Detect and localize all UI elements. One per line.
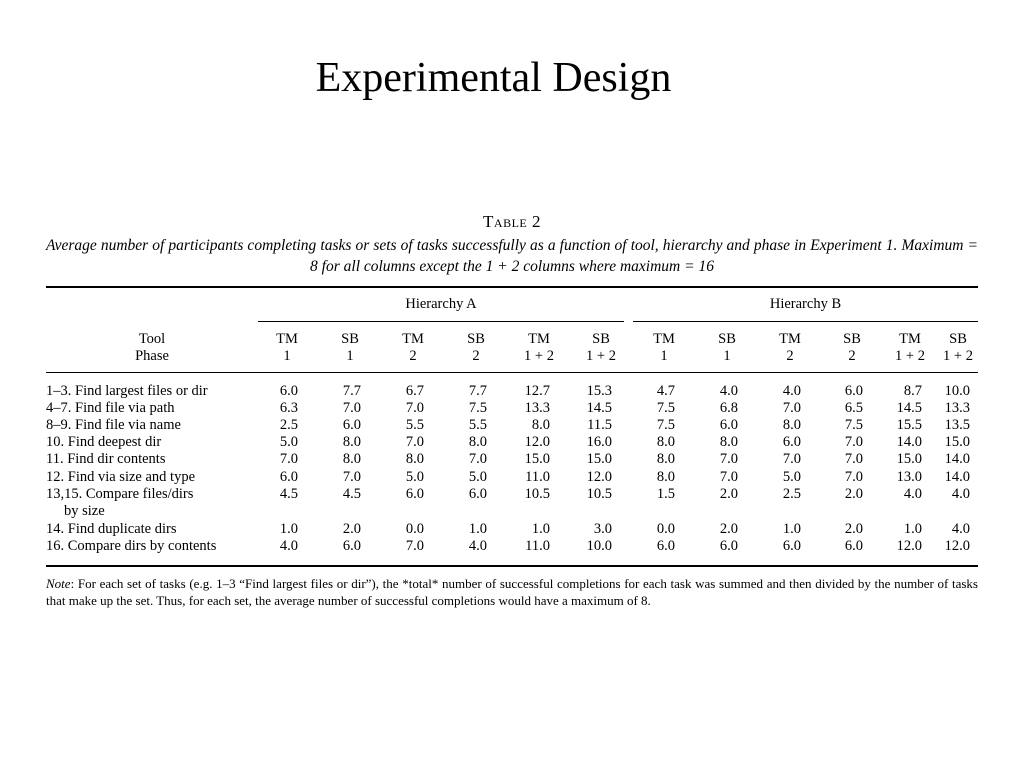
note-label: Note xyxy=(46,576,71,591)
table-cell: 7.5 xyxy=(656,417,675,433)
table-note xyxy=(46,575,978,609)
table-cell: 5.0 xyxy=(782,469,801,485)
row-label: 13,15. Compare files/dirs xyxy=(46,486,194,502)
table-cell: 12.0 xyxy=(586,469,612,485)
table-cell: 3.0 xyxy=(593,521,612,537)
table-cell: 5.0 xyxy=(405,469,424,485)
table-cell: 13.3 xyxy=(944,400,970,416)
column-header-tool: TM xyxy=(402,331,424,347)
table-cell: 2.0 xyxy=(844,486,863,502)
table-cell: 6.0 xyxy=(279,383,298,399)
table-caption: Average number of participants completing tasks or sets of tasks successfully as a function of tool, hierarchy and phase in Experiment 1. Maximum = 8 for all columns except the 1 + 2 columns where maximum = 16 xyxy=(46,237,978,275)
table-cell: 8.0 xyxy=(782,417,801,433)
stub-header-tool: Tool xyxy=(138,331,166,347)
table-cell: 15.0 xyxy=(896,451,922,467)
table-cell: 8.0 xyxy=(656,469,675,485)
table-cell: 6.5 xyxy=(844,400,863,416)
table-cell: 8.0 xyxy=(531,417,550,433)
table-cell: 1.0 xyxy=(782,521,801,537)
table-cell: 7.0 xyxy=(468,451,487,467)
table-cell: 16.0 xyxy=(586,434,612,450)
table-cell: 12.7 xyxy=(524,383,550,399)
table-cell: 15.0 xyxy=(944,434,970,450)
column-header-phase: 1 + 2 xyxy=(943,348,973,364)
table-cell: 8.0 xyxy=(719,434,738,450)
table-cell: 6.0 xyxy=(279,469,298,485)
column-header-phase: 1 xyxy=(660,348,668,364)
table-cell: 6.0 xyxy=(405,486,424,502)
table-cell: 2.5 xyxy=(782,486,801,502)
table-cell: 15.0 xyxy=(524,451,550,467)
table-cell: 11.5 xyxy=(587,417,612,433)
column-header-tool: SB xyxy=(718,331,736,347)
table-cell: 4.5 xyxy=(279,486,298,502)
table-cell: 7.0 xyxy=(719,451,738,467)
row-label: 4–7. Find file via path xyxy=(46,400,175,416)
table-cell: 2.0 xyxy=(844,521,863,537)
table-cell: 7.0 xyxy=(719,469,738,485)
table-cell: 7.0 xyxy=(405,538,424,554)
table-cell: 7.0 xyxy=(342,400,361,416)
table-cell: 6.0 xyxy=(844,538,863,554)
table-label-text: Table 2 xyxy=(483,212,541,231)
table-cell: 6.8 xyxy=(719,400,738,416)
table-cell: 1.0 xyxy=(279,521,298,537)
table-cell: 15.0 xyxy=(586,451,612,467)
row-label: 11. Find dir contents xyxy=(46,451,166,467)
table-cell: 2.0 xyxy=(342,521,361,537)
column-header-phase: 1 + 2 xyxy=(524,348,554,364)
table-cell: 8.0 xyxy=(468,434,487,450)
table-cell: 7.0 xyxy=(279,451,298,467)
column-header-phase: 2 xyxy=(472,348,480,364)
table-cell: 0.0 xyxy=(656,521,675,537)
table-cell: 14.0 xyxy=(944,451,970,467)
column-header-tool: TM xyxy=(276,331,298,347)
group-header-hierarchy-a: Hierarchy A xyxy=(405,296,477,312)
table-cell: 6.0 xyxy=(342,538,361,554)
column-header-tool: SB xyxy=(949,331,967,347)
column-header-phase: 1 xyxy=(283,348,291,364)
table-cell: 4.0 xyxy=(951,486,970,502)
table-label xyxy=(0,212,1024,232)
table-cell: 7.5 xyxy=(844,417,863,433)
column-header-tool: TM xyxy=(653,331,675,347)
table-cell: 5.5 xyxy=(468,417,487,433)
table-cell: 7.7 xyxy=(342,383,361,399)
column-header-phase: 1 + 2 xyxy=(895,348,925,364)
table-cell: 11.0 xyxy=(525,538,550,554)
row-label-continuation: by size xyxy=(64,503,105,519)
table-cell: 10.0 xyxy=(944,383,970,399)
table-cell: 7.0 xyxy=(405,434,424,450)
table-cell: 4.0 xyxy=(468,538,487,554)
table-cell: 10.5 xyxy=(524,486,550,502)
column-header-tool: TM xyxy=(779,331,801,347)
slide-title: Experimental Design xyxy=(315,55,672,101)
table-cell: 13.5 xyxy=(944,417,970,433)
table-cell: 2.5 xyxy=(279,417,298,433)
table-cell: 2.0 xyxy=(719,486,738,502)
table-cell: 14.0 xyxy=(896,434,922,450)
row-label: 10. Find deepest dir xyxy=(46,434,162,450)
table-cell: 7.0 xyxy=(782,451,801,467)
header-bottom-rule xyxy=(46,372,978,373)
table-cell: 8.0 xyxy=(405,451,424,467)
table-cell: 6.0 xyxy=(468,486,487,502)
table-cell: 15.3 xyxy=(586,383,612,399)
table-cell: 1.0 xyxy=(468,521,487,537)
column-header-phase: 2 xyxy=(786,348,794,364)
table-cell: 14.5 xyxy=(586,400,612,416)
table-cell: 14.0 xyxy=(944,469,970,485)
table-cell: 6.3 xyxy=(279,400,298,416)
column-header-tool: TM xyxy=(528,331,550,347)
table-cell: 7.5 xyxy=(656,400,675,416)
table-cell: 1.0 xyxy=(531,521,550,537)
table-cell: 7.5 xyxy=(468,400,487,416)
table-cell: 6.0 xyxy=(782,538,801,554)
column-header-tool: SB xyxy=(467,331,485,347)
group-rule-a xyxy=(258,321,624,322)
table-cell: 4.0 xyxy=(951,521,970,537)
row-label: 1–3. Find largest files or dir xyxy=(46,383,208,399)
table-cell: 8.0 xyxy=(656,434,675,450)
column-header-phase: 2 xyxy=(848,348,856,364)
table-cell: 12.0 xyxy=(944,538,970,554)
table-cell: 6.0 xyxy=(844,383,863,399)
table-cell: 7.0 xyxy=(342,469,361,485)
table-cell: 6.0 xyxy=(782,434,801,450)
table-cell: 2.0 xyxy=(719,521,738,537)
table-cell: 14.5 xyxy=(896,400,922,416)
table-cell: 8.7 xyxy=(903,383,922,399)
table-cell: 4.0 xyxy=(782,383,801,399)
table-cell: 7.0 xyxy=(844,434,863,450)
table-cell: 5.0 xyxy=(279,434,298,450)
column-header-phase: 1 xyxy=(723,348,731,364)
table-cell: 6.0 xyxy=(719,417,738,433)
table-cell: 0.0 xyxy=(405,521,424,537)
table-cell: 7.0 xyxy=(844,451,863,467)
table-cell: 6.7 xyxy=(405,383,424,399)
table-bottom-rule xyxy=(46,565,978,567)
table-cell: 7.0 xyxy=(405,400,424,416)
column-header-tool: TM xyxy=(899,331,921,347)
table-cell: 1.0 xyxy=(903,521,922,537)
table-cell: 15.5 xyxy=(896,417,922,433)
table-cell: 10.0 xyxy=(586,538,612,554)
table-cell: 6.0 xyxy=(342,417,361,433)
table-cell: 7.0 xyxy=(844,469,863,485)
table-cell: 8.0 xyxy=(342,451,361,467)
table-cell: 10.5 xyxy=(586,486,612,502)
table-cell: 6.0 xyxy=(719,538,738,554)
table-cell: 4.0 xyxy=(719,383,738,399)
table-cell: 8.0 xyxy=(656,451,675,467)
table-top-rule xyxy=(46,286,978,288)
group-rule-b xyxy=(633,321,978,322)
row-label: 12. Find via size and type xyxy=(46,469,196,485)
table-cell: 12.0 xyxy=(896,538,922,554)
table-cell: 5.0 xyxy=(468,469,487,485)
column-header-phase: 2 xyxy=(409,348,417,364)
column-header-tool: SB xyxy=(341,331,359,347)
table-cell: 5.5 xyxy=(405,417,424,433)
row-label: 16. Compare dirs by contents xyxy=(46,538,217,554)
stub-header-phase: Phase xyxy=(135,348,169,364)
table-cell: 12.0 xyxy=(524,434,550,450)
group-header-hierarchy-b: Hierarchy B xyxy=(769,296,842,312)
table-cell: 4.5 xyxy=(342,486,361,502)
note-text: : For each set of tasks (e.g. 1–3 “Find largest files or dir”), the *total* number of successful completions for each task was summed and then divided by the number of tasks that make up the set. Thus, for each set, the average number of successful completions would have a maximum of 8. xyxy=(46,576,978,608)
table-cell: 4.7 xyxy=(656,383,675,399)
table-cell: 13.0 xyxy=(896,469,922,485)
column-header-phase: 1 xyxy=(346,348,354,364)
table-cell: 1.5 xyxy=(656,486,675,502)
table-cell: 4.0 xyxy=(903,486,922,502)
table-cell: 7.7 xyxy=(468,383,487,399)
table-cell: 13.3 xyxy=(524,400,550,416)
table-cell: 4.0 xyxy=(279,538,298,554)
row-label: 8–9. Find file via name xyxy=(46,417,181,433)
table-cell: 11.0 xyxy=(525,469,550,485)
table-cell: 6.0 xyxy=(656,538,675,554)
table-cell: 7.0 xyxy=(782,400,801,416)
column-header-tool: SB xyxy=(592,331,610,347)
column-header-tool: SB xyxy=(843,331,861,347)
table-cell: 8.0 xyxy=(342,434,361,450)
row-label: 14. Find duplicate dirs xyxy=(46,521,177,537)
column-header-phase: 1 + 2 xyxy=(586,348,616,364)
